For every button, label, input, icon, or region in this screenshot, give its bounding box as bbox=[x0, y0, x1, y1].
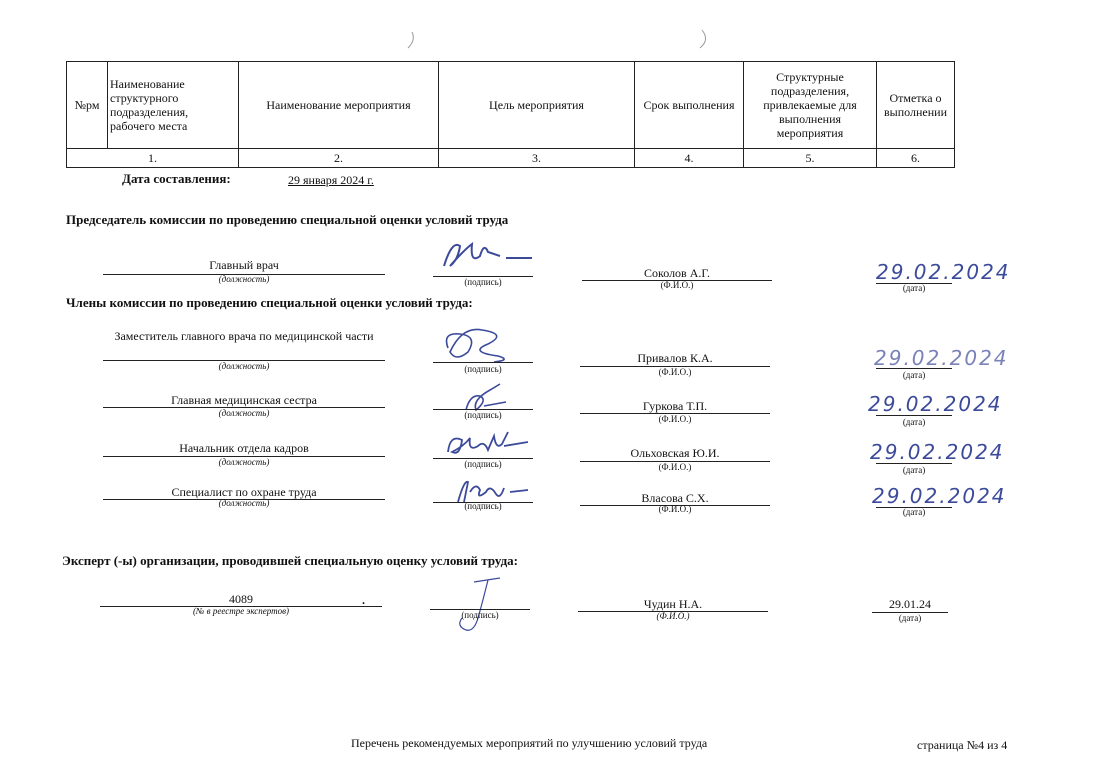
chairman-date: 29.02.2024 bbox=[876, 260, 1011, 284]
member-position: Главная медицинская сестра bbox=[171, 393, 317, 407]
name-caption: (Ф.И.О.) bbox=[658, 462, 692, 472]
member-position: Заместитель главного врача по медицинской части bbox=[114, 329, 374, 343]
col-header-mark: Отметка о выполнении bbox=[877, 62, 955, 149]
position-caption: (должность) bbox=[218, 408, 270, 418]
member-date: 29.02.2024 bbox=[870, 440, 1005, 464]
divider bbox=[876, 415, 952, 416]
divider bbox=[876, 368, 952, 369]
member-position: Специалист по охране труда bbox=[171, 485, 317, 499]
col-header-rm: №рм bbox=[67, 62, 108, 149]
signature-caption: (подпись) bbox=[461, 610, 499, 620]
table-cell: 5. bbox=[744, 149, 877, 168]
col-header-goal: Цель мероприятия bbox=[439, 62, 635, 149]
member-date: 29.02.2024 bbox=[874, 346, 1009, 370]
member-position: Начальник отдела кадров bbox=[179, 441, 309, 455]
date-caption: (дата) bbox=[902, 507, 926, 517]
col-header-involved: Структурные подразделения, привлекаемые для выполнения мероприятия bbox=[744, 62, 877, 149]
member-signature bbox=[438, 322, 518, 364]
signature-caption: (подпись) bbox=[464, 459, 502, 469]
date-value: 29 января 2024 г. bbox=[288, 173, 374, 187]
table-header-row bbox=[67, 62, 955, 149]
col-header-measure: Наименование мероприятия bbox=[239, 62, 439, 149]
member-date: 29.02.2024 bbox=[872, 484, 1007, 508]
signature-caption: (подпись) bbox=[464, 277, 502, 287]
chairman-heading: Председатель комиссии по проведению специальной оценки условий труда bbox=[66, 212, 509, 227]
date-caption: (дата) bbox=[898, 613, 922, 623]
position-caption: (должность) bbox=[218, 361, 270, 371]
chairman-signature bbox=[440, 236, 540, 276]
page-number: страница №4 из 4 bbox=[917, 738, 1008, 752]
signature-caption: (подпись) bbox=[464, 364, 502, 374]
date-caption: (дата) bbox=[902, 283, 926, 293]
member-signature bbox=[444, 426, 534, 462]
name-caption: (Ф.И.О.) bbox=[656, 611, 690, 621]
name-caption: (Ф.И.О.) bbox=[658, 414, 692, 424]
expert-registry-number: 4089 bbox=[229, 592, 253, 606]
chairman-name: Соколов А.Г. bbox=[644, 266, 710, 280]
measures-table bbox=[66, 61, 955, 168]
chairman-position: Главный врач bbox=[209, 258, 279, 272]
table-cell: 2. bbox=[239, 149, 439, 168]
member-date: 29.02.2024 bbox=[868, 392, 1003, 416]
date-caption: (дата) bbox=[902, 465, 926, 475]
footer-title: Перечень рекомендуемых мероприятий по улучшению условий труда bbox=[351, 736, 708, 750]
member-name: Ольховская Ю.И. bbox=[630, 446, 720, 460]
col-header-subdivision: Наименование структурного подразделения, рабочего места bbox=[108, 62, 239, 149]
table-cell: 6. bbox=[877, 149, 955, 168]
divider bbox=[876, 463, 952, 464]
divider bbox=[433, 362, 533, 363]
member-name: Привалов К.А. bbox=[637, 351, 713, 365]
member-name: Гуркова Т.П. bbox=[642, 399, 708, 413]
expert-name: Чудин Н.А. bbox=[643, 597, 703, 611]
date-label: Дата составления: bbox=[122, 171, 231, 186]
registry-caption: (№ в реестре экспертов) bbox=[192, 606, 290, 616]
name-caption: (Ф.И.О.) bbox=[658, 367, 692, 377]
date-caption: (дата) bbox=[902, 370, 926, 380]
date-caption: (дата) bbox=[902, 417, 926, 427]
position-caption: (должность) bbox=[218, 274, 270, 284]
signature-caption: (подпись) bbox=[464, 501, 502, 511]
expert-heading: Эксперт (-ы) организации, проводившей специальную оценку условий труда: bbox=[62, 553, 518, 568]
position-caption: (должность) bbox=[218, 498, 270, 508]
table-number-row bbox=[67, 149, 955, 168]
scan-marks bbox=[400, 28, 720, 50]
table-cell: 3. bbox=[439, 149, 635, 168]
col-header-deadline: Срок выполнения bbox=[635, 62, 744, 149]
name-caption: (Ф.И.О.) bbox=[660, 280, 694, 290]
members-heading: Члены комиссии по проведению специальной оценки условий труда: bbox=[66, 295, 473, 310]
position-caption: (должность) bbox=[218, 457, 270, 467]
expert-date: 29.01.24 bbox=[889, 597, 931, 611]
expert-signature bbox=[448, 574, 508, 638]
signature-caption: (подпись) bbox=[464, 410, 502, 420]
table-cell: 4. bbox=[635, 149, 744, 168]
dot-mark: . bbox=[362, 593, 365, 607]
name-caption: (Ф.И.О.) bbox=[658, 504, 692, 514]
member-name: Власова С.Х. bbox=[641, 491, 709, 505]
table-cell: 1. bbox=[67, 149, 239, 168]
